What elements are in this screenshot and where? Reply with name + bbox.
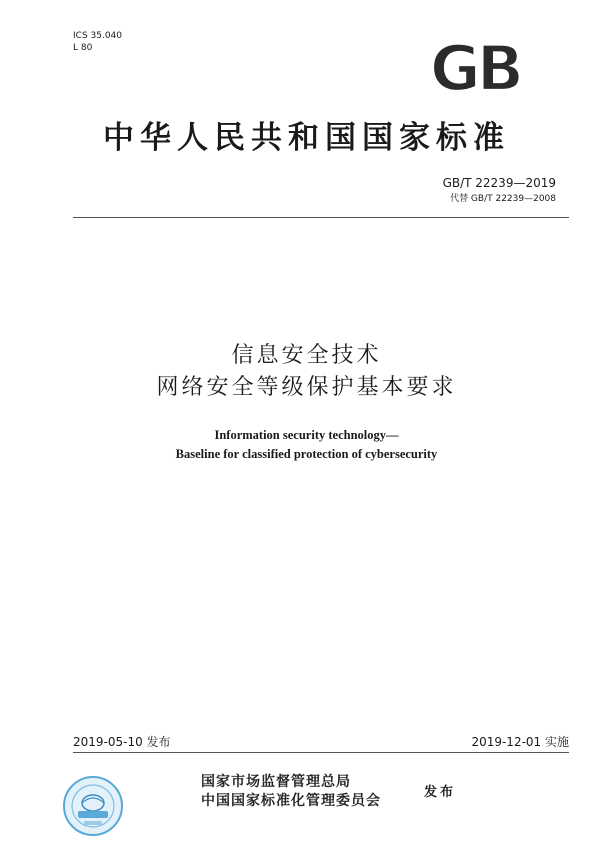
gb-logo [416, 37, 534, 97]
national-standard-title: 中华人民共和国国家标准 [103, 120, 510, 156]
chinese-title-line-2: 网络安全等级保护基本要求 [156, 375, 457, 400]
chinese-title-line-1: 信息安全技术 [231, 343, 382, 368]
issuer-line-1: 国家市场监督管理总局 [201, 774, 351, 790]
certification-stamp-icon [62, 775, 124, 837]
top-divider [73, 217, 569, 218]
ics-code: ICS 35.040 [73, 31, 123, 41]
english-title-line-2: Baseline for classified protection of cybersecurity [175, 447, 438, 461]
implementation-date: 2019-12-01 实施 [471, 735, 569, 749]
ccs-code: L 80 [73, 43, 93, 53]
replaced-standard: 代替 GB/T 22239—2008 [450, 194, 556, 204]
issuer-line-2: 中国国家标准化管理委员会 [201, 793, 381, 809]
gb-logo-text: GB [429, 37, 521, 97]
bottom-divider [73, 752, 569, 753]
issue-date: 2019-05-10 发布 [73, 735, 171, 749]
issue-label: 发布 [424, 785, 457, 800]
english-title-line-1: Information security technology— [214, 428, 399, 442]
standard-number: GB/T 22239—2019 [442, 176, 556, 190]
